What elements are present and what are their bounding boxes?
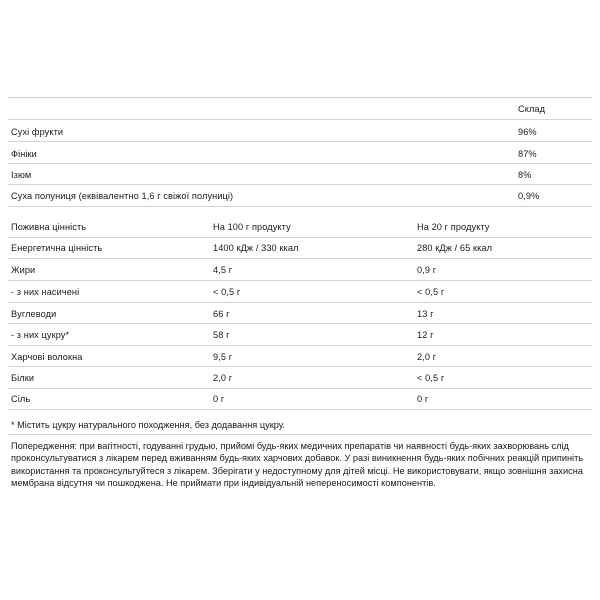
nutrient-name: Харчові волокна	[11, 352, 83, 362]
nutrition-header-per20: На 20 г продукту	[417, 222, 490, 232]
nutrient-per100: 58 г	[213, 330, 230, 340]
nutrient-per20: 0,9 г	[417, 265, 437, 275]
nutrient-per20: 0 г	[417, 394, 429, 404]
nutrient-per100: 0 г	[213, 394, 225, 404]
nutrient-per20: < 0,5 г	[417, 373, 445, 383]
row-divider	[8, 345, 592, 346]
nutrient-name: Сіль	[11, 394, 31, 404]
nutrient-name: - з них насичені	[11, 287, 80, 297]
nutrient-per100: 66 г	[213, 309, 230, 319]
row-divider	[8, 302, 592, 303]
sugar-footnote: * Містить цукру натурального походження, без додавання цукру.	[11, 420, 285, 430]
nutrient-per20: 12 г	[417, 330, 434, 340]
ingredient-percent: 0,9%	[518, 191, 540, 201]
nutrient-per20: 13 г	[417, 309, 434, 319]
section-divider	[8, 434, 592, 435]
nutrient-per100: 1400 кДж / 330 ккал	[213, 243, 299, 253]
nutrient-per100: 4,5 г	[213, 265, 233, 275]
row-divider	[8, 323, 592, 324]
row-divider	[8, 258, 592, 259]
row-divider	[8, 141, 592, 142]
row-divider	[8, 388, 592, 389]
row-divider	[8, 237, 592, 238]
nutrient-name: Вуглеводи	[11, 309, 57, 319]
composition-header: Склад	[518, 104, 546, 114]
nutrient-per100: 2,0 г	[213, 373, 233, 383]
nutrient-name: Жири	[11, 265, 36, 275]
ingredient-name: Ізюм	[11, 170, 32, 180]
ingredient-name: Сухі фрукти	[11, 127, 64, 137]
ingredient-percent: 96%	[518, 127, 537, 137]
warning-text: Попередження: при вагітності, годуванні грудью, прийомі будь-яких медичних препаратів чи наявності будь-яких захворювань слід проконсультуватися з лікарем перед вживанням будь-яких харчових добавок. У разі виникнення будь-яких побічних реакцій припиніть використання та проконсультуйтеся з лікарем. Зберігати у недоступному для дітей місці. Не використовувати, якщо зовнішня захисна мембрана відсутня чи пошкоджена. Не приймати при індивідуальній непереносимості компонентів.	[11, 441, 584, 489]
row-divider	[8, 366, 592, 367]
nutrient-per20: < 0,5 г	[417, 287, 445, 297]
row-divider	[8, 184, 592, 185]
nutrient-per100: 9,5 г	[213, 352, 233, 362]
row-divider	[8, 409, 592, 410]
row-divider	[8, 119, 592, 120]
nutrient-name: Енергетична цінність	[11, 243, 103, 253]
nutrient-per20: 280 кДж / 65 ккал	[417, 243, 493, 253]
nutrient-per20: 2,0 г	[417, 352, 437, 362]
top-divider	[8, 97, 592, 98]
ingredient-percent: 87%	[518, 149, 537, 159]
nutrient-per100: < 0,5 г	[213, 287, 241, 297]
nutrition-header-label: Поживна цінність	[11, 222, 87, 232]
ingredient-name: Суха полуниця (еквівалентно 1,6 г свіжої полуниці)	[11, 191, 234, 201]
row-divider	[8, 280, 592, 281]
nutrient-name: - з них цукру*	[11, 330, 70, 340]
row-divider	[8, 206, 592, 207]
nutrient-name: Білки	[11, 373, 35, 383]
ingredient-percent: 8%	[518, 170, 532, 180]
row-divider	[8, 163, 592, 164]
ingredient-name: Фініки	[11, 149, 37, 159]
nutrition-header-per100: На 100 г продукту	[213, 222, 291, 232]
